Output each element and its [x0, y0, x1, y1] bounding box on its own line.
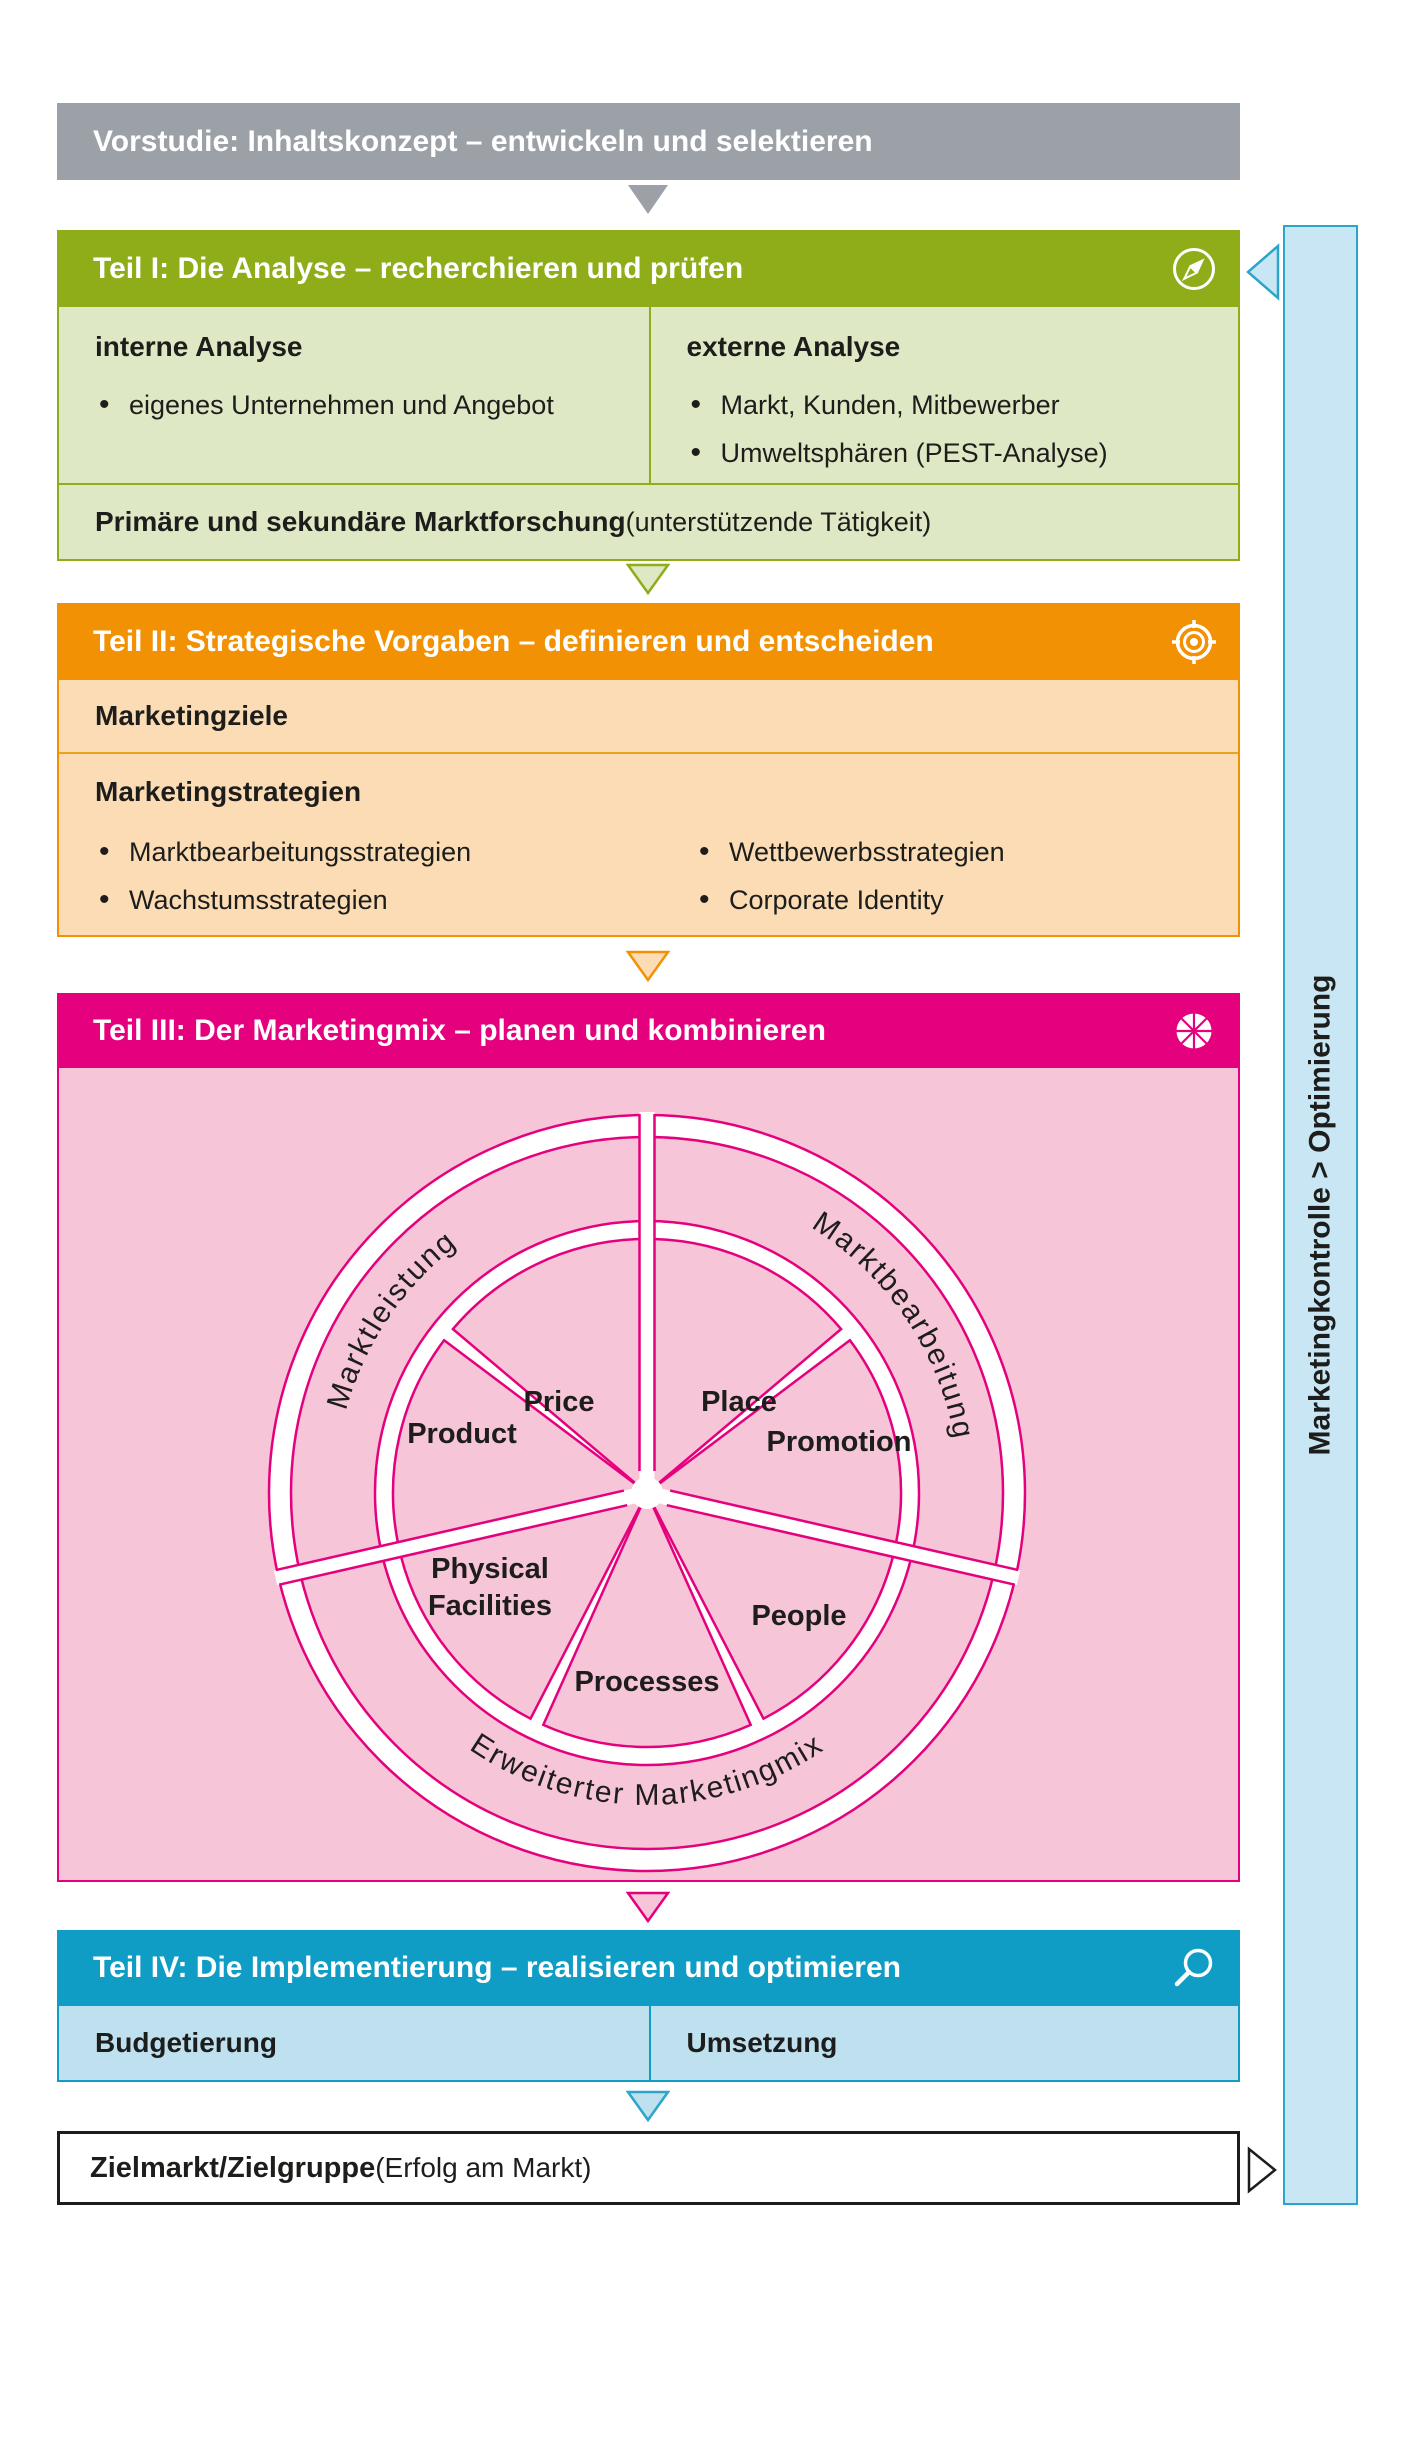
- label-place: Place: [701, 1386, 777, 1418]
- part4-body: [57, 2006, 1240, 2082]
- target-market-bold: Zielmarkt/Zielgruppe: [90, 2151, 376, 2184]
- marketing-control-bar: [1283, 225, 1358, 2205]
- bullet-item: • Marktbearbeitungsstrategien: [95, 834, 695, 870]
- label-physical-line2: Facilities: [427, 1590, 553, 1622]
- marketing-mix-wheel: [247, 1093, 1047, 1893]
- label-people: People: [751, 1600, 847, 1632]
- ring-label-marktleistung: Marktleistung: [320, 1224, 463, 1414]
- budget-cell: Budgetierung: [95, 2027, 277, 2058]
- compass-icon: [1170, 245, 1218, 293]
- section-part4-implementierung: [57, 1930, 1240, 2082]
- label-price: Price: [523, 1386, 595, 1418]
- label-physical-line1: Physical: [431, 1553, 549, 1585]
- flow-arrow-orange-icon: [626, 950, 670, 982]
- flow-arrow-green-icon: [626, 563, 670, 595]
- part3-body: [57, 1068, 1240, 1882]
- part4-title: Teil IV: Die Implementierung – realisieren und optimieren: [93, 1951, 901, 1984]
- bullet-item: • Wettbewerbsstrategien: [695, 834, 1202, 870]
- part2-title: Teil II: Strategische Vorgaben – definieren und entscheiden: [93, 624, 934, 658]
- section-part3-marketingmix: [57, 993, 1240, 1882]
- part2-body: [57, 680, 1240, 937]
- pre-phase-bar: [57, 103, 1240, 180]
- marketing-strategies-heading: Marketingstrategien: [95, 776, 362, 807]
- strategies-list-right: [695, 822, 1202, 919]
- part3-header: [57, 993, 1240, 1068]
- part1-market-research-row: [59, 483, 1238, 559]
- target-icon: [1170, 618, 1218, 666]
- part1-internal-analysis-cell: [59, 307, 649, 483]
- flow-arrow-pink-icon: [626, 1891, 670, 1923]
- implementation-cell: Umsetzung: [649, 2006, 1239, 2080]
- part1-body: [57, 307, 1240, 561]
- internal-analysis-heading: interne Analyse: [95, 331, 303, 362]
- flow-arrow-gray-icon: [626, 184, 670, 216]
- part3-title: Teil III: Der Marketingmix – planen und kombinieren: [93, 1013, 826, 1047]
- ring-label-erweiterter-marketingmix: Erweiterter Marketingmix: [464, 1727, 830, 1812]
- label-processes: Processes: [574, 1666, 720, 1698]
- marketing-goals-row: Marketingziele: [59, 680, 1238, 754]
- part1-title: Teil I: Die Analyse – recherchieren und prüfen: [93, 251, 744, 285]
- marketing-strategies-row: [59, 754, 1238, 935]
- bullet-item: • Markt, Kunden, Mitbewerber: [687, 387, 1203, 423]
- part2-header: [57, 603, 1240, 680]
- bullet-item: • Corporate Identity: [695, 882, 1202, 918]
- external-analysis-heading: externe Analyse: [686, 331, 901, 362]
- pre-phase-label: Vorstudie: Inhaltskonzept – entwickeln und selektieren: [93, 124, 873, 158]
- target-market-box: [57, 2131, 1240, 2205]
- section-part1-analyse: [57, 230, 1240, 561]
- bullet-item: • eigenes Unternehmen und Angebot: [95, 387, 613, 423]
- ring-label-marktbearbeitung: Marktbearbeitung: [806, 1205, 981, 1443]
- target-market-normal: (Erfolg am Markt): [375, 2152, 592, 2183]
- strategies-list-left: [95, 822, 695, 919]
- spoke-top: [640, 1112, 655, 1493]
- section-part2-strategie: [57, 603, 1240, 937]
- magnifier-icon: [1170, 1944, 1218, 1992]
- market-research-bold: Primäre und sekundäre Marktforschung: [95, 506, 626, 537]
- control-bar-left-arrow-icon: [1243, 243, 1281, 301]
- bullet-item: • Umweltsphären (PEST-Analyse): [687, 435, 1203, 471]
- part4-header: [57, 1930, 1240, 2006]
- bullet-item: • Wachstumsstrategien: [95, 882, 695, 918]
- pie-wheel-icon: [1170, 1007, 1218, 1055]
- part1-external-analysis-cell: [649, 307, 1239, 483]
- part1-header: [57, 230, 1240, 307]
- target-to-bar-arrow-icon: [1246, 2146, 1278, 2194]
- label-product: Product: [407, 1418, 517, 1450]
- label-promotion: Promotion: [766, 1426, 912, 1458]
- market-research-normal: (unterstützende Tätigkeit): [625, 506, 932, 537]
- marketing-control-label: Marketingkontrolle > Optimierung: [1303, 974, 1337, 1456]
- flow-arrow-blue-icon: [626, 2090, 670, 2122]
